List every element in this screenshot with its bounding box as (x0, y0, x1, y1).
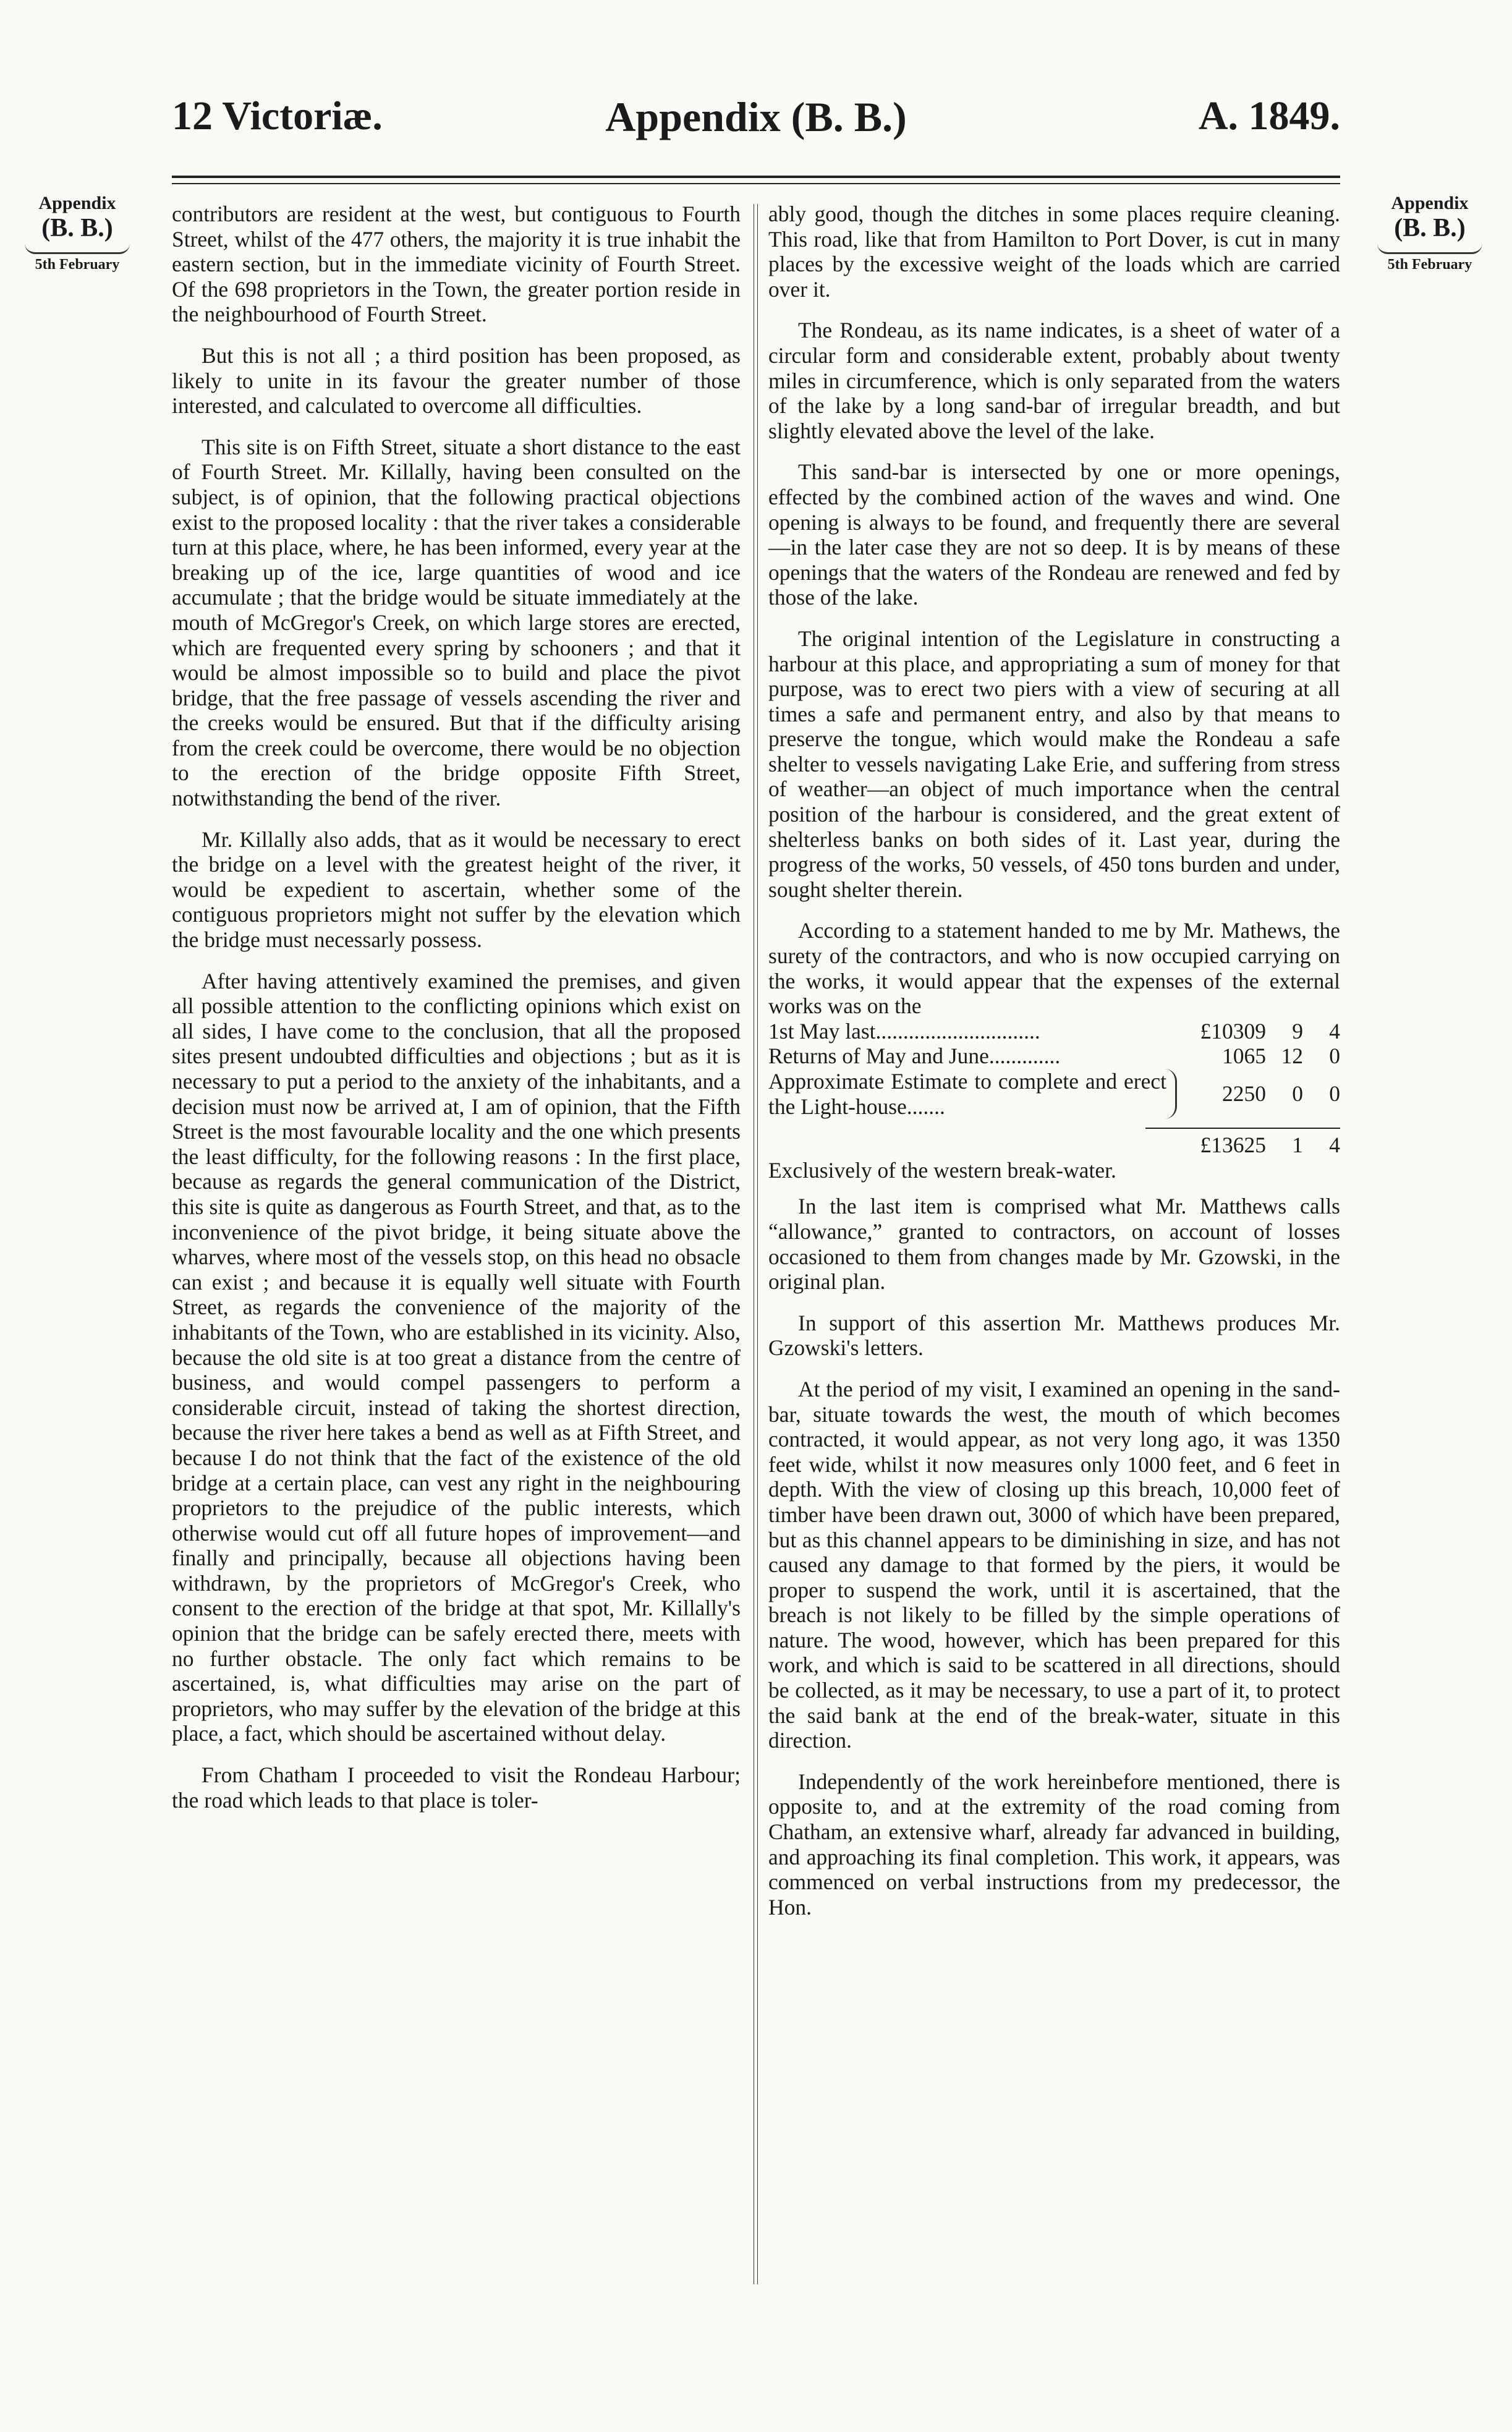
right-column (768, 202, 1340, 1936)
paragraph: Independently of the work hereinbefore mentioned, there is opposite to, and at the extremity of the road coming from Chatham, an extensive wharf, already far advanced in building, and approaching its final completion. This work, it appears, was commenced on verbal instructions from my predecessor, the Hon. (768, 1769, 1340, 1920)
paragraph: According to a statement handed to me by Mr. Mathews, the surety of the contractors, and who is now occupied carrying on the works, it would appear that the expenses of the external works was on the (768, 918, 1340, 1019)
ledger-note: Exclusively of the western break-water. (768, 1157, 1116, 1183)
margin-brace (1377, 244, 1482, 254)
paragraph: This site is on Fifth Street, situate a short distance to the east of Fourth Street. Mr. Killally, having been consulted on the subject, is of opinion, that the following practical objections exist to the proposed locality : that the river takes a considerable turn at this place, where, he has been informed, every year at the breaking up of the ice, large quantities of wood and ice accumulate ; that the bridge would be situate immediately at the mouth of McGregor's Creek, on which large stores are erected, which are frequented every spring by schooners ; and that it would be almost impossible so to build and place the pivot bridge, that the free passage of vessels ascending the river and the creeks would be ensured. But that if the difficulty arising from the creek could be overcome, there would be no objection to the erection of the bridge opposite Fifth Street, notwithstanding the bend of the river. (172, 434, 741, 811)
ledger-pounds: £10309 (1200, 1018, 1266, 1044)
expense-ledger (768, 1019, 1340, 1183)
header-rule-thick (172, 176, 1340, 178)
ledger-description: 1st May last.............................. (768, 1018, 1040, 1044)
right-margin-note (1359, 193, 1501, 273)
header-rule-thin (172, 183, 1340, 184)
column-divider (754, 204, 758, 2284)
ledger-pounds: 1065 (1222, 1044, 1266, 1069)
ledger-shillings: 9 (1292, 1018, 1303, 1044)
left-margin-note (6, 193, 148, 273)
ledger-pence: 4 (1329, 1018, 1340, 1044)
header-session: 12 Victoriæ. (172, 93, 383, 138)
margin-appendix-label: Appendix (1391, 193, 1469, 213)
ledger-shillings: 0 (1292, 1081, 1303, 1107)
paragraph: contributors are resident at the west, but contiguous to Fourth Street, whilst of the 477 others, the majority it is true inhabit the eastern section, but in the immediate vicinity of Fourth Street. Of the 698 proprietors in the Town, the greater portion reside in the neighbourhood of Fourth Street. (172, 202, 741, 327)
paragraph: The original intention of the Legislature in constructing a harbour at this place, and appropriating a sum of money for that purpose, was to erect two piers with a view of securing at all times a safe and permanent entry, and also by that means to preserve the tongue, which would make the Rondeau a safe shelter to vessels navigating Lake Erie, and suffering from stress of weather—an object of much importance when the central position of the harbour is considered, and the great extent of shelterless banks on both sides of it. Last year, during the progress of the works, 50 vessels, of 450 tons burden and under, sought shelter therein. (768, 626, 1340, 902)
header-year: A. 1849. (1198, 93, 1340, 138)
paragraph: But this is not all ; a third position has been proposed, as likely to unite in its favour the greater number of those interested, and calculated to overcome all difficulties. (172, 342, 741, 419)
paragraph: At the period of my visit, I examined an opening in the sand-bar, situate towards the west, the mouth of which becomes contracted, it would appear, as not very long ago, it was 1350 feet wide, whilst it now measures only 1000 feet, and 6 feet in depth. With the view of closing up this breach, 10,000 feet of timber have been drawn out, 3000 of which have been prepared, but as this channel appears to be diminishing in size, and has not caused any damage to that formed by the piers, it would be proper to suspend the work, until it is ascertained, that the breach is not likely to be filled by the simple operations of nature. The wood, however, which has been prepared for this work, and which is said to be scattered in all directions, should be collected, as it may be necessary, to use a part of it, to protect the said bank at the end of the break-water, situate in this direction. (768, 1376, 1340, 1753)
paragraph: In support of this assertion Mr. Matthews produces Mr. Gzowski's letters. (768, 1310, 1340, 1361)
ledger-description: Approximate Estimate to complete and erect the Light-house....... (768, 1069, 1177, 1119)
ledger-description: Returns of May and June............. (768, 1044, 1061, 1069)
ledger-total-pounds: £13625 (1200, 1133, 1266, 1158)
margin-date: 5th February (1387, 257, 1472, 273)
margin-section-label: (B. B.) (1394, 214, 1466, 242)
paragraph: ably good, though the ditches in some places require cleaning. This road, like that from Hamilton to Port Dover, is cut in many places by the excessive weight of the loads which are carried over it. (768, 202, 1340, 302)
ledger-total-shillings: 1 (1292, 1133, 1303, 1158)
ledger-pence: 0 (1329, 1081, 1340, 1107)
margin-appendix-label: Appendix (38, 193, 116, 213)
header-appendix: Appendix (B. B.) (605, 93, 907, 140)
ledger-shillings: 12 (1281, 1044, 1303, 1069)
paragraph: From Chatham I proceeded to visit the Rondeau Harbour; the road which leads to that place is toler- (172, 1762, 741, 1813)
ledger-row (768, 1019, 1340, 1044)
paragraph: This sand-bar is intersected by one or more openings, effected by the combined action of the waves and wind. One opening is always to be found, and frequently there are several—in the later case they are not so deep. It is by means of these openings that the waters of the Rondeau are renewed and fed by those of the lake. (768, 459, 1340, 610)
ledger-row (768, 1044, 1340, 1069)
paragraph: Mr. Killally also adds, that as it would be necessary to erect the bridge on a level with the greatest height of the river, it would be expedient to ascertain, whether some of the contiguous proprietors might not suffer by the elevation which the bridge must necessarly possess. (172, 827, 741, 953)
paragraph: In the last item is comprised what Mr. Matthews calls “allowance,” granted to contractors, on account of losses occasioned to them from changes made by Mr. Gzowski, in the original plan. (768, 1194, 1340, 1295)
ledger-total-pence: 4 (1329, 1133, 1340, 1158)
paragraph: After having attentively examined the premises, and given all possible attention to the conflicting opinions which exist on all sides, I have come to the conclusion, that all the proposed sites present undoubted difficulties and objections ; but as it is necessary to put a period to the anxiety of the inhabitants, and a decision must now be arrived at, I am of opinion, that the Fifth Street is the most favourable locality and the one which presents the least difficulty, for the following reasons : In the first place, because as regards the general communication of the District, this site is quite as dangerous as Fourth Street, and that, as to the inconvenience of the pivot bridge, it being situate above the wharves, where most of the vessels stop, on this head no obsacle can exist ; and because it is equally well situate with Fourth Street, as regards the convenience of the majority of the inhabitants of the Town, who are established in its vicinity. Also, because the old site is at too great a distance from the centre of business, and would compel passengers to perform a considerable circuit, instead of taking the shortest direction, because the river here takes a bend as well as at Fifth Street, and because I do not think that the fact of the existence of the old bridge at a certain place, can vest any right in the neighbouring proprietors to the prejudice of the public interests, which otherwise would cut off all future hopes of improvement—and finally and principally, because all objections having been withdrawn, by the proprietors of McGregor's Creek, who consent to the erection of the bridge at that spot, Mr. Killally's opinion that the bridge can be safely erected there, meets with no further obstacle. The only fact which remains to be ascertained, is, what difficulties may arise on the part of proprietors, who may suffer by the elevation of the bridge at this place, a fact, which should be ascertained without delay. (172, 968, 741, 1746)
ledger-total-row (1145, 1128, 1340, 1158)
paragraph: The Rondeau, as its name indicates, is a sheet of water of a circular form and considerable extent, probably about twenty miles in circumference, which is only separated from the waters of the lake by a long sand-bar of irregular breadth, and but slightly elevated above the level of the lake. (768, 318, 1340, 443)
margin-section-label: (B. B.) (41, 214, 113, 242)
ledger-pounds: 2250 (1222, 1081, 1266, 1107)
ledger-row (768, 1069, 1340, 1119)
margin-date: 5th February (35, 257, 120, 273)
left-column (172, 202, 741, 1829)
ledger-pence: 0 (1329, 1044, 1340, 1069)
page-header (172, 93, 1340, 148)
margin-brace (25, 244, 130, 254)
